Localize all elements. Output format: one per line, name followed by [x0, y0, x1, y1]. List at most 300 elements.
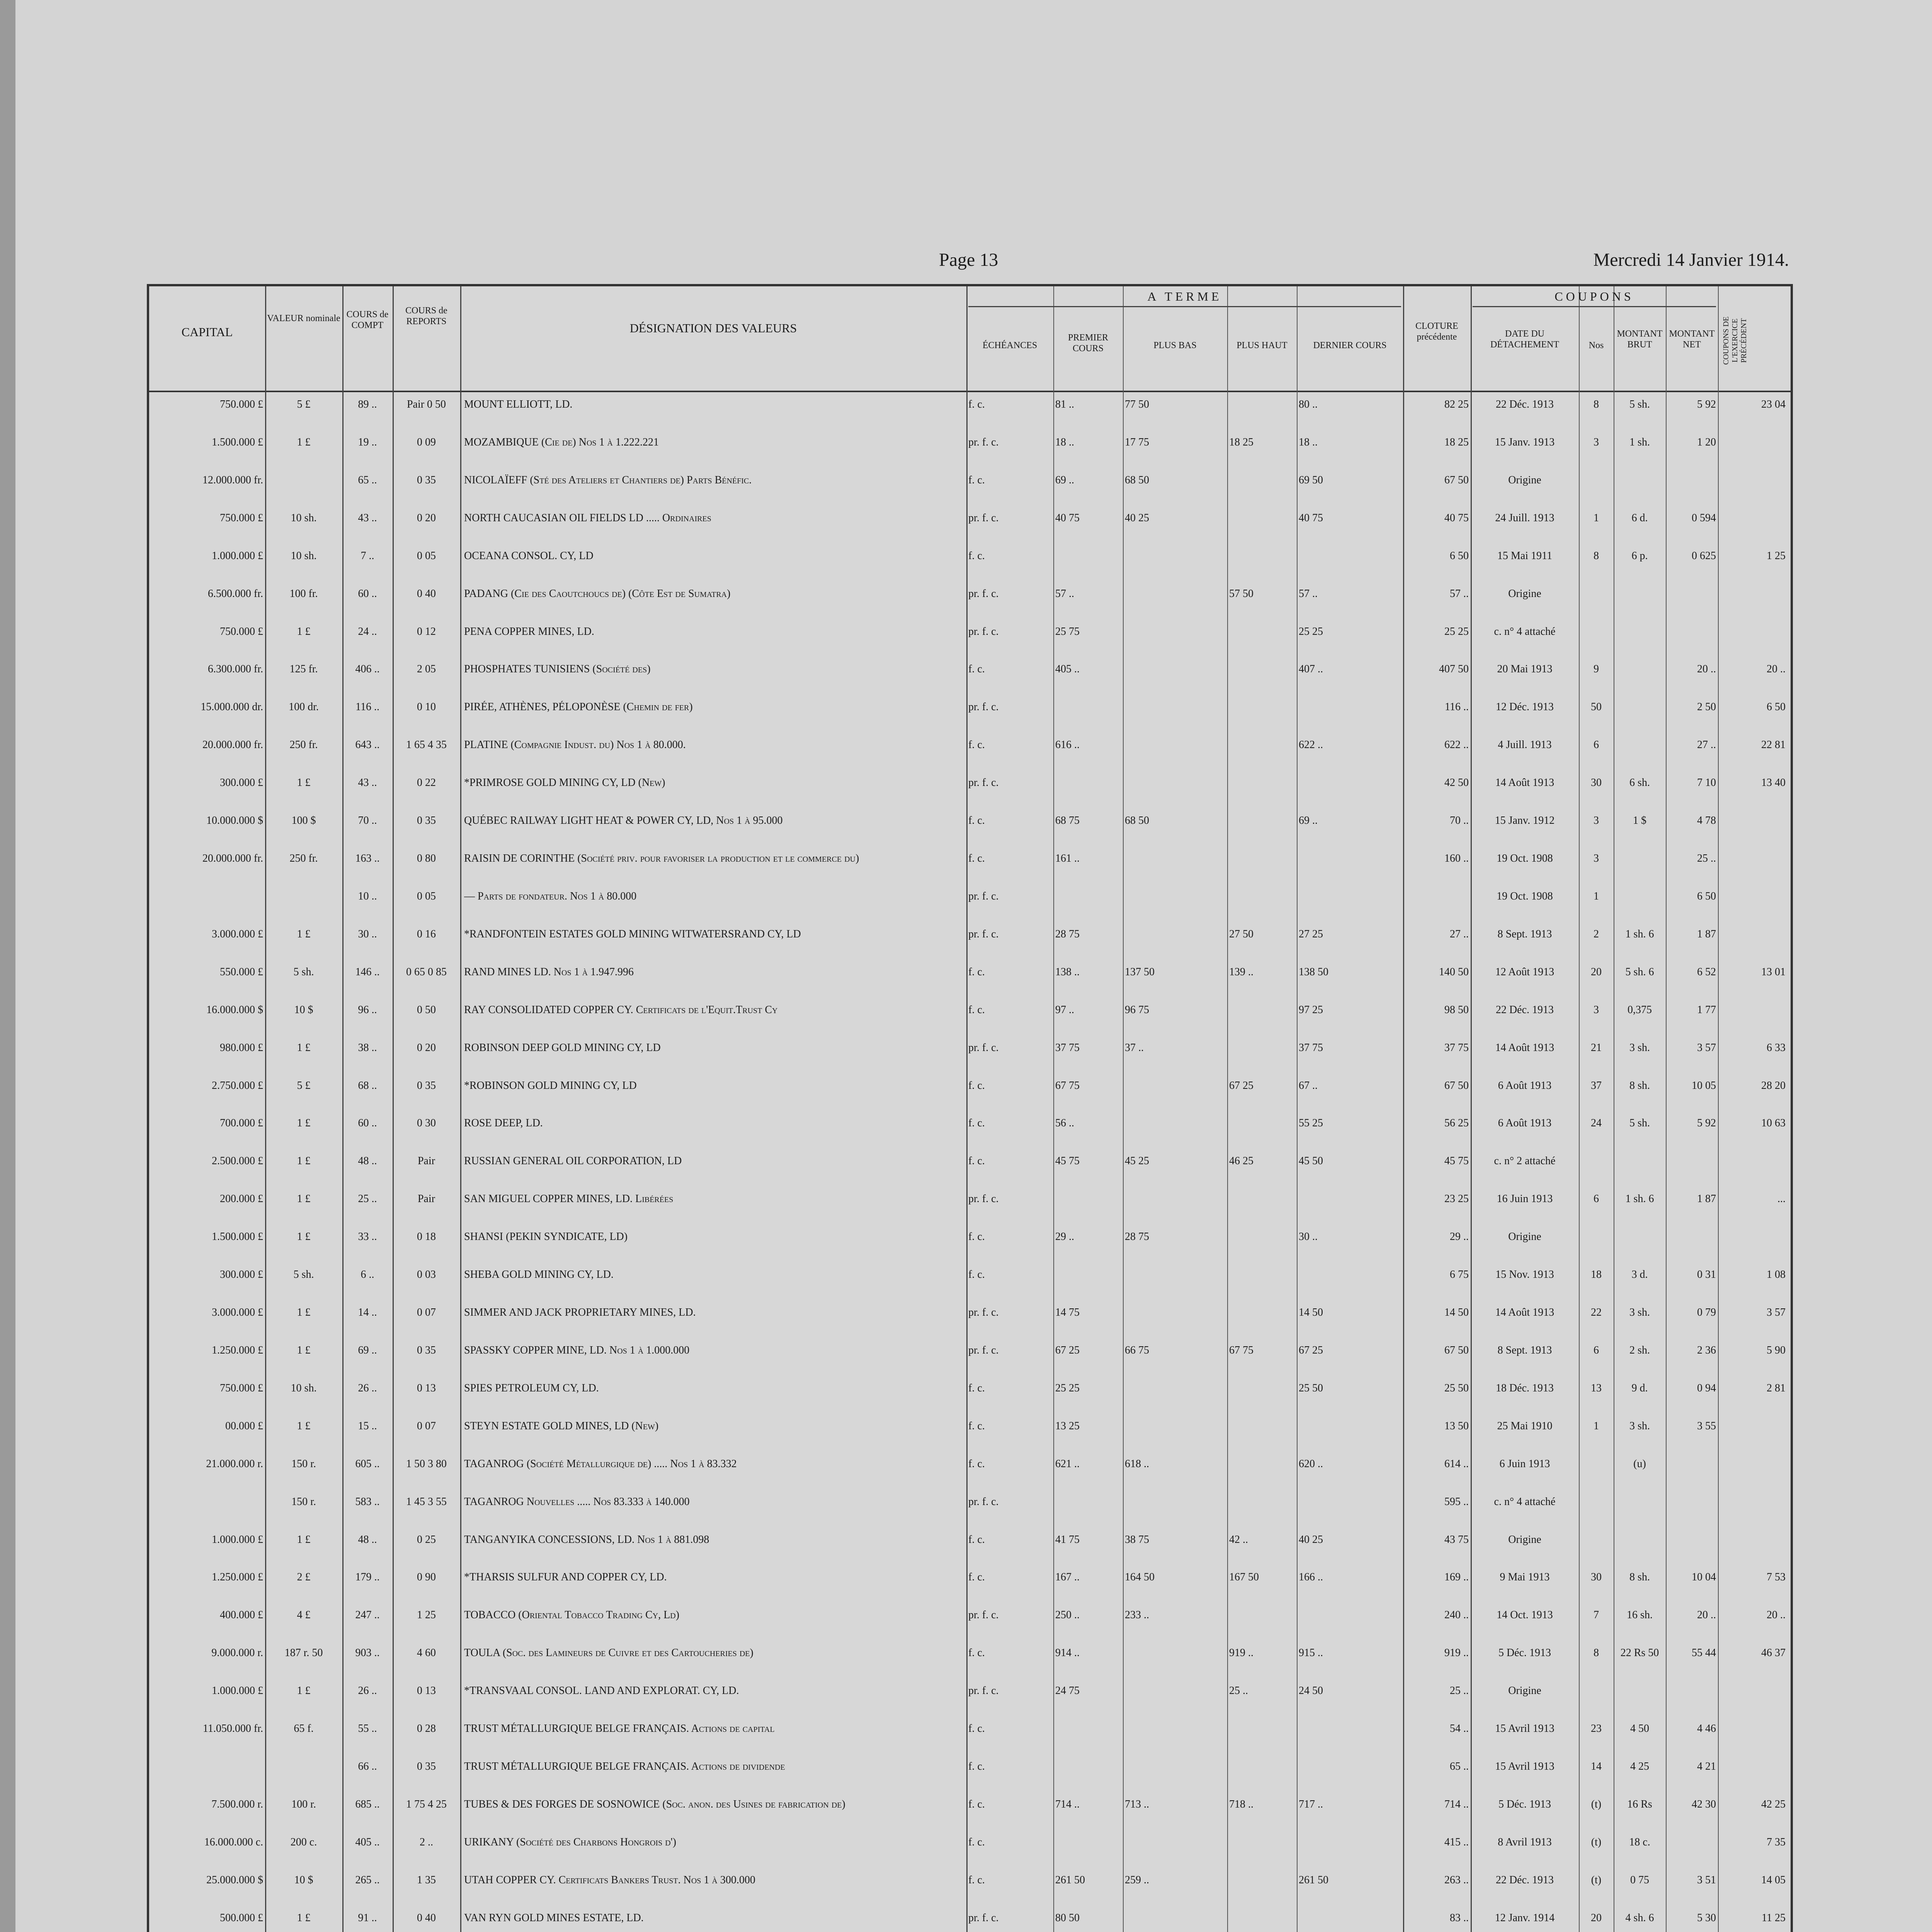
cell-prem: 28 75	[1055, 928, 1080, 940]
cell-brut: 1 sh. 6	[1625, 928, 1654, 940]
cell-cap: 12.000.000 fr.	[202, 474, 263, 486]
cell-prem: 167 ..	[1055, 1571, 1080, 1583]
cell-clo: 622 ..	[1444, 739, 1469, 751]
cell-dern: 97 25	[1299, 1003, 1323, 1016]
cell-comp: 146 ..	[355, 966, 380, 978]
cell-clo: 13 50	[1444, 1420, 1469, 1432]
cell-ech: pr. f. c.	[968, 890, 999, 902]
cell-ech: f. c.	[968, 474, 985, 486]
cell-ex: 46 37	[1761, 1647, 1786, 1659]
cell-val: 1 £	[297, 1685, 311, 1697]
cell-date: 8 Sept. 1913	[1497, 928, 1552, 940]
cell-ech: f. c.	[968, 1231, 985, 1243]
cell-des: ROBINSON DEEP GOLD MINING CY, LD	[464, 1041, 661, 1054]
cell-haut: 27 50	[1229, 928, 1253, 940]
cell-val: 1 £	[297, 1912, 311, 1924]
cell-clo: 415 ..	[1444, 1836, 1469, 1848]
cell-val: 100 fr.	[289, 587, 318, 600]
cell-date: 15 Janv. 1913	[1495, 436, 1555, 448]
cell-ech: f. c.	[968, 1117, 985, 1129]
cell-des: VAN RYN GOLD MINES ESTATE, LD.	[464, 1912, 644, 1924]
cell-no: 2	[1594, 928, 1599, 940]
hdr-exercice-precedent: COUPONS DE L'EXERCICE PRÉCÉDENT	[1722, 316, 1748, 365]
cell-rep: 0 10	[417, 701, 436, 713]
cell-clo: 18 25	[1444, 436, 1469, 448]
cell-clo: 65 ..	[1450, 1760, 1469, 1772]
cell-net: 42 30	[1692, 1798, 1716, 1810]
cell-no: 30	[1591, 1571, 1602, 1583]
cell-rep: 0 35	[417, 815, 436, 827]
cell-comp: 69 ..	[358, 1344, 377, 1356]
cell-comp: 60 ..	[358, 587, 377, 600]
cell-val: 5 £	[297, 1079, 311, 1092]
cell-rep: 0 07	[417, 1306, 436, 1318]
cell-ech: f. c.	[968, 1760, 985, 1772]
cell-rep: 0 40	[417, 1912, 436, 1924]
cell-comp: 43 ..	[358, 512, 377, 524]
cell-comp: 14 ..	[358, 1306, 377, 1318]
cell-des: PIRÉE, ATHÈNES, PÉLOPONÈSE (Chemin de fer)	[464, 701, 693, 713]
cell-rep: 0 90	[417, 1571, 436, 1583]
cell-date: 6 Juin 1913	[1499, 1458, 1550, 1470]
cell-ech: f. c.	[968, 966, 985, 978]
cell-clo: 140 50	[1439, 966, 1469, 978]
table-row	[149, 1760, 1791, 1798]
cell-prem: 81 ..	[1055, 398, 1074, 410]
cell-rep: 0 35	[417, 1079, 436, 1092]
cell-no: 24	[1591, 1117, 1602, 1129]
table-row	[149, 663, 1791, 701]
cell-cap: 1.000.000 £	[212, 1533, 263, 1546]
table-row	[149, 1344, 1791, 1382]
cell-des: NORTH CAUCASIAN OIL FIELDS LD ..... Ordinaires	[464, 512, 711, 524]
hdr-date-detachement: DATE DU DÉTACHEMENT	[1490, 329, 1560, 350]
cell-clo: 714 ..	[1444, 1798, 1469, 1810]
cell-date: 22 Déc. 1913	[1495, 398, 1554, 410]
cell-prem: 261 50	[1055, 1874, 1085, 1886]
cell-brut: 3 d.	[1631, 1269, 1648, 1281]
cell-brut: 6 sh.	[1629, 777, 1650, 789]
cell-brut: 1 sh.	[1629, 436, 1650, 448]
cell-bas: 77 50	[1125, 398, 1149, 410]
cell-clo: 23 25	[1444, 1193, 1469, 1205]
cell-haut: 42 ..	[1229, 1533, 1248, 1546]
cell-val: 1 £	[297, 1306, 311, 1318]
cell-rep: 1 35	[417, 1874, 436, 1886]
cell-clo: 82 25	[1444, 398, 1469, 410]
cell-clo: 57 ..	[1450, 587, 1469, 600]
cell-date: 18 Déc. 1913	[1495, 1382, 1554, 1394]
cell-prem: 69 ..	[1055, 474, 1074, 486]
table-row	[149, 1042, 1791, 1080]
cell-brut: 2 sh.	[1629, 1344, 1650, 1356]
cell-prem: 25 75	[1055, 625, 1080, 638]
table-row	[149, 1685, 1791, 1723]
cell-comp: 43 ..	[358, 777, 377, 789]
cell-comp: 265 ..	[355, 1874, 380, 1886]
cell-no: (t)	[1591, 1836, 1602, 1848]
cell-date: 16 Juin 1913	[1497, 1193, 1553, 1205]
cell-comp: 91 ..	[358, 1912, 377, 1924]
cell-net: 27 ..	[1697, 739, 1716, 751]
cell-date: 14 Oct. 1913	[1497, 1609, 1553, 1621]
cell-val: 10 $	[294, 1003, 313, 1016]
hdr-montant-net: MONTANT NET	[1669, 329, 1715, 350]
cell-net: 0 594	[1692, 512, 1716, 524]
cell-no: 9	[1594, 663, 1599, 675]
cell-dern: 69 50	[1299, 474, 1323, 486]
cell-date: 24 Juill. 1913	[1495, 512, 1554, 524]
cell-cap: 300.000 £	[220, 777, 263, 789]
cell-prem: 57 ..	[1055, 587, 1074, 600]
table-row	[149, 928, 1791, 966]
cell-val: 1 £	[297, 777, 311, 789]
cell-no: 1	[1594, 1420, 1599, 1432]
hdr-designation: DÉSIGNATION DES VALEURS	[629, 321, 797, 335]
hdr-capital: CAPITAL	[181, 325, 233, 339]
cell-net: 6 52	[1697, 966, 1716, 978]
cell-prem: 68 75	[1055, 815, 1080, 827]
cell-val: 1 £	[297, 1041, 311, 1054]
cell-no: 23	[1591, 1723, 1602, 1735]
cell-bas: 68 50	[1125, 474, 1149, 486]
cell-dern: 40 25	[1299, 1533, 1323, 1546]
cell-ex: 1 08	[1767, 1269, 1786, 1281]
cell-rep: 1 75 4 25	[406, 1798, 447, 1810]
cell-no: 20	[1591, 966, 1602, 978]
hdr-premier: PREMIER COURS	[1068, 333, 1108, 354]
cell-des: PHOSPHATES TUNISIENS (Société des)	[464, 663, 651, 675]
cell-rep: Pair 0 50	[406, 398, 446, 410]
cell-cap: 1.250.000 £	[212, 1344, 263, 1356]
cell-ech: f. c.	[968, 1798, 985, 1810]
table-row	[149, 1004, 1791, 1042]
cell-dern: 915 ..	[1299, 1647, 1323, 1659]
cell-val: 2 £	[297, 1571, 311, 1583]
cell-clo: 37 75	[1444, 1041, 1469, 1054]
cell-net: 4 78	[1697, 815, 1716, 827]
cell-comp: 406 ..	[355, 663, 380, 675]
cell-no: 8	[1594, 398, 1599, 410]
cell-clo: 6 50	[1450, 549, 1469, 562]
table-row	[149, 1080, 1791, 1117]
cell-clo: 25 25	[1444, 625, 1469, 638]
hdr-cours-comp: COURS de COMPT	[346, 310, 389, 330]
cell-bas: 38 75	[1125, 1533, 1149, 1546]
cell-date: 15 Avril 1913	[1495, 1760, 1554, 1772]
cell-ex: 42 25	[1761, 1798, 1786, 1810]
cell-rep: 2 05	[417, 663, 436, 675]
cell-des: TANGANYIKA CONCESSIONS, LD. Nos 1 à 881.098	[464, 1533, 709, 1546]
cell-ech: f. c.	[968, 1420, 985, 1432]
table-row	[149, 815, 1791, 852]
cell-date: 19 Oct. 1908	[1497, 890, 1553, 902]
cell-net: 7 10	[1697, 777, 1716, 789]
cell-haut: 718 ..	[1229, 1798, 1253, 1810]
cell-no: (t)	[1591, 1798, 1602, 1810]
cell-brut: 22 Rs 50	[1620, 1647, 1659, 1659]
cell-net: 20 ..	[1697, 663, 1716, 675]
cell-cap: 200.000 £	[220, 1193, 263, 1205]
cell-clo: 67 50	[1444, 474, 1469, 486]
cell-val: 1 £	[297, 1231, 311, 1243]
cell-haut: 139 ..	[1229, 966, 1253, 978]
cell-brut: 6 d.	[1631, 512, 1648, 524]
cell-date: 14 Août 1913	[1495, 777, 1554, 789]
cell-rep: 0 28	[417, 1723, 436, 1735]
cell-des: *THARSIS SULFUR AND COPPER CY, LD.	[464, 1571, 667, 1583]
cell-dern: 25 25	[1299, 625, 1323, 638]
cell-rep: 0 65 0 85	[406, 966, 447, 978]
cell-no: 6	[1594, 1193, 1599, 1205]
cell-ech: pr. f. c.	[968, 777, 999, 789]
cell-net: 4 21	[1697, 1760, 1716, 1772]
hdr-montant-brut: MONTANT BRUT	[1617, 329, 1663, 350]
cell-no: 6	[1594, 1344, 1599, 1356]
cell-comp: 605 ..	[355, 1458, 380, 1470]
cell-ech: f. c.	[968, 663, 985, 675]
table-row	[149, 1836, 1791, 1874]
cell-comp: 116 ..	[355, 701, 379, 713]
cell-bas: 66 75	[1125, 1344, 1149, 1356]
cell-ech: f. c.	[968, 815, 985, 827]
cell-dern: 57 ..	[1299, 587, 1318, 600]
cell-no: 8	[1594, 1647, 1599, 1659]
cell-dern: 166 ..	[1299, 1571, 1323, 1583]
cell-ech: pr. f. c.	[968, 1495, 999, 1508]
cell-haut: 57 50	[1229, 587, 1253, 600]
cell-val: 150 r.	[291, 1495, 316, 1508]
cell-val: 1 £	[297, 436, 311, 448]
cell-des: *ROBINSON GOLD MINING CY, LD	[464, 1079, 637, 1092]
cell-des: SHANSI (PEKIN SYNDICATE, LD)	[464, 1231, 628, 1243]
cell-prem: 405 ..	[1055, 663, 1080, 675]
cell-cap: 16.000.000 $	[206, 1003, 263, 1016]
cell-dern: 138 50	[1299, 966, 1328, 978]
cell-ex: 22 81	[1761, 739, 1786, 751]
cell-ech: f. c.	[968, 398, 985, 410]
cell-date: Origine	[1508, 1533, 1541, 1546]
cell-haut: 18 25	[1229, 436, 1253, 448]
cell-clo: 42 50	[1444, 777, 1469, 789]
cell-date: Origine	[1508, 1231, 1541, 1243]
cell-ech: f. c.	[968, 1003, 985, 1016]
cell-no: 6	[1594, 739, 1599, 751]
cell-prem: 41 75	[1055, 1533, 1080, 1546]
cell-date: Origine	[1508, 1685, 1541, 1697]
cell-prem: 67 25	[1055, 1344, 1080, 1356]
cell-net: 55 44	[1692, 1647, 1716, 1659]
cell-net: 3 57	[1697, 1041, 1716, 1054]
cell-date: 12 Août 1913	[1495, 966, 1554, 978]
cell-date: 15 Janv. 1912	[1495, 815, 1555, 827]
cell-date: 6 Août 1913	[1498, 1079, 1552, 1092]
cell-prem: 714 ..	[1055, 1798, 1080, 1810]
cell-haut: 67 25	[1229, 1079, 1253, 1092]
cell-prem: 621 ..	[1055, 1458, 1080, 1470]
cell-ex: 20 ..	[1767, 663, 1786, 675]
cell-rep: 0 35	[417, 1760, 436, 1772]
cell-dern: 80 ..	[1299, 398, 1318, 410]
cell-comp: 26 ..	[358, 1382, 377, 1394]
cell-date: 15 Nov. 1913	[1495, 1269, 1554, 1281]
cell-net: 25 ..	[1697, 852, 1716, 864]
cell-brut: 4 50	[1630, 1723, 1649, 1735]
hdr-dernier: DERNIER COURS	[1313, 340, 1387, 350]
cell-net: 10 05	[1692, 1079, 1716, 1092]
cell-des: MOUNT ELLIOTT, LD.	[464, 398, 573, 410]
cell-brut: 4 sh. 6	[1625, 1912, 1654, 1924]
cell-ech: f. c.	[968, 1874, 985, 1886]
cell-des: TUBES & DES FORGES DE SOSNOWICE (Soc. anon. des Usines de fabrication de)	[464, 1798, 845, 1810]
cell-date: 14 Août 1913	[1495, 1041, 1554, 1054]
cell-ech: f. c.	[968, 1269, 985, 1281]
cell-bas: 68 50	[1125, 815, 1149, 827]
cell-ex: 5 90	[1767, 1344, 1786, 1356]
cell-val: 1 £	[297, 1420, 311, 1432]
cell-comp: 30 ..	[358, 928, 377, 940]
cell-cap: 1.250.000 £	[212, 1571, 263, 1583]
cell-des: TRUST MÉTALLURGIQUE BELGE FRANÇAIS. Actions de dividende	[464, 1760, 785, 1772]
cell-net: 3 51	[1697, 1874, 1716, 1886]
cell-ech: pr. f. c.	[968, 1609, 999, 1621]
cell-ex: 6 50	[1767, 701, 1786, 713]
hdr-a-terme: A TERME	[968, 289, 1401, 307]
cell-ech: f. c.	[968, 1458, 985, 1470]
cell-bas: 17 75	[1125, 436, 1149, 448]
cell-clo: 67 50	[1444, 1344, 1469, 1356]
cell-ech: pr. f. c.	[968, 1912, 999, 1924]
cell-ech: f. c.	[968, 1723, 985, 1735]
cell-des: OCEANA CONSOL. CY, LD	[464, 549, 594, 562]
cell-clo: 25 50	[1444, 1382, 1469, 1394]
cell-date: 8 Avril 1913	[1498, 1836, 1552, 1848]
cell-date: 5 Déc. 1913	[1498, 1647, 1551, 1659]
cell-rep: 0 35	[417, 474, 436, 486]
cell-dern: 27 25	[1299, 928, 1323, 940]
table-row	[149, 1496, 1791, 1534]
cell-des: SHEBA GOLD MINING CY, LD.	[464, 1269, 614, 1281]
cell-des: PADANG (Cie des Caoutchoucs de) (Côte Est de Sumatra)	[464, 587, 731, 600]
cell-val: 187 r. 50	[284, 1647, 323, 1659]
cell-val: 100 r.	[291, 1798, 316, 1810]
cell-date: 12 Janv. 1914	[1495, 1912, 1555, 1924]
cell-clo: 56 25	[1444, 1117, 1469, 1129]
cell-cap: 550.000 £	[220, 966, 263, 978]
cell-brut: 5 sh.	[1629, 1117, 1650, 1129]
cell-val: 5 £	[297, 398, 311, 410]
cell-brut: 5 sh.	[1629, 398, 1650, 410]
cell-clo: 27 ..	[1450, 928, 1469, 940]
cell-cap: 500.000 £	[220, 1912, 263, 1924]
cell-prem: 14 75	[1055, 1306, 1080, 1318]
cell-ex: 3 57	[1767, 1306, 1786, 1318]
cell-val: 5 sh.	[293, 966, 314, 978]
cell-bas: 618 ..	[1125, 1458, 1149, 1470]
cell-clo: 160 ..	[1444, 852, 1469, 864]
cell-date: 9 Mai 1913	[1500, 1571, 1550, 1583]
cell-ech: f. c.	[968, 1382, 985, 1394]
hdr-plus-bas: PLUS BAS	[1153, 340, 1197, 350]
table-row	[149, 436, 1791, 474]
cell-comp: 583 ..	[355, 1495, 380, 1508]
cell-ex: 11 25	[1762, 1912, 1786, 1924]
cell-rep: 0 35	[417, 1344, 436, 1356]
table-row	[149, 512, 1791, 550]
cell-cap: 1.000.000 £	[212, 549, 263, 562]
table-row	[149, 739, 1791, 777]
cell-ex: 6 33	[1767, 1041, 1786, 1054]
cell-des: TAGANROG (Société Métallurgique de) ..... Nos 1 à 83.332	[464, 1458, 737, 1470]
cell-ech: f. c.	[968, 1533, 985, 1546]
cell-bas: 40 25	[1125, 512, 1149, 524]
cell-rep: 0 30	[417, 1117, 436, 1129]
cell-des: TAGANROG Nouvelles ..... Nos 83.333 à 140.000	[464, 1495, 690, 1508]
cell-date: 22 Déc. 1913	[1495, 1003, 1554, 1016]
cell-val: 1 £	[297, 1155, 311, 1167]
cell-rep: 0 25	[417, 1533, 436, 1546]
cell-ech: pr. f. c.	[968, 1344, 999, 1356]
cell-haut: 67 75	[1229, 1344, 1253, 1356]
cell-date: c. n° 4 attaché	[1494, 1495, 1556, 1508]
cell-date: Origine	[1508, 587, 1541, 600]
cell-val: 1 £	[297, 1533, 311, 1546]
page-header	[147, 247, 1789, 278]
cell-rep: 0 50	[417, 1003, 436, 1016]
cell-des: TOBACCO (Oriental Tobacco Trading Cy, Ld)	[464, 1609, 680, 1621]
cell-prem: 56 ..	[1055, 1117, 1074, 1129]
cell-comp: 685 ..	[355, 1798, 380, 1810]
table-row	[149, 1571, 1791, 1609]
cell-cap: 10.000.000 $	[206, 815, 263, 827]
cell-des: SIMMER AND JACK PROPRIETARY MINES, LD.	[464, 1306, 696, 1318]
cell-rep: 0 05	[417, 549, 436, 562]
cell-net: 1 87	[1697, 928, 1716, 940]
cell-prem: 24 75	[1055, 1685, 1080, 1697]
cell-ex: 28 20	[1761, 1079, 1786, 1092]
cell-clo: 43 75	[1444, 1533, 1469, 1546]
table-row	[149, 1874, 1791, 1912]
cell-val: 10 sh.	[291, 512, 317, 524]
cell-cap: 2.500.000 £	[212, 1155, 263, 1167]
cell-clo: 54 ..	[1450, 1723, 1469, 1735]
table-row	[149, 777, 1791, 815]
cell-ex: 13 01	[1761, 966, 1786, 978]
cell-brut: 3 sh.	[1629, 1306, 1650, 1318]
cell-date: 6 Août 1913	[1498, 1117, 1552, 1129]
cell-rep: 4 60	[417, 1647, 436, 1659]
cell-rep: 0 03	[417, 1269, 436, 1281]
cell-rep: 0 12	[417, 625, 436, 638]
table-row	[149, 966, 1791, 1004]
hdr-echeances: ÉCHÉANCES	[982, 340, 1037, 350]
cell-brut: 18 c.	[1629, 1836, 1650, 1848]
cell-net: 1 87	[1697, 1193, 1716, 1205]
cell-val: 125 fr.	[289, 663, 318, 675]
cell-ech: f. c.	[968, 549, 985, 562]
cell-ex: 23 04	[1761, 398, 1786, 410]
cell-des: MOZAMBIQUE (Cie de) Nos 1 à 1.222.221	[464, 436, 659, 448]
cell-clo: 67 50	[1444, 1079, 1469, 1092]
cell-comp: 7 ..	[361, 549, 374, 562]
cell-net: 0 79	[1697, 1306, 1716, 1318]
table-row	[149, 1193, 1791, 1231]
cell-haut: 25 ..	[1229, 1685, 1248, 1697]
cell-val: 1 £	[297, 1117, 311, 1129]
cell-comp: 89 ..	[358, 398, 377, 410]
cell-clo: 40 75	[1444, 512, 1469, 524]
cell-comp: 405 ..	[355, 1836, 380, 1848]
